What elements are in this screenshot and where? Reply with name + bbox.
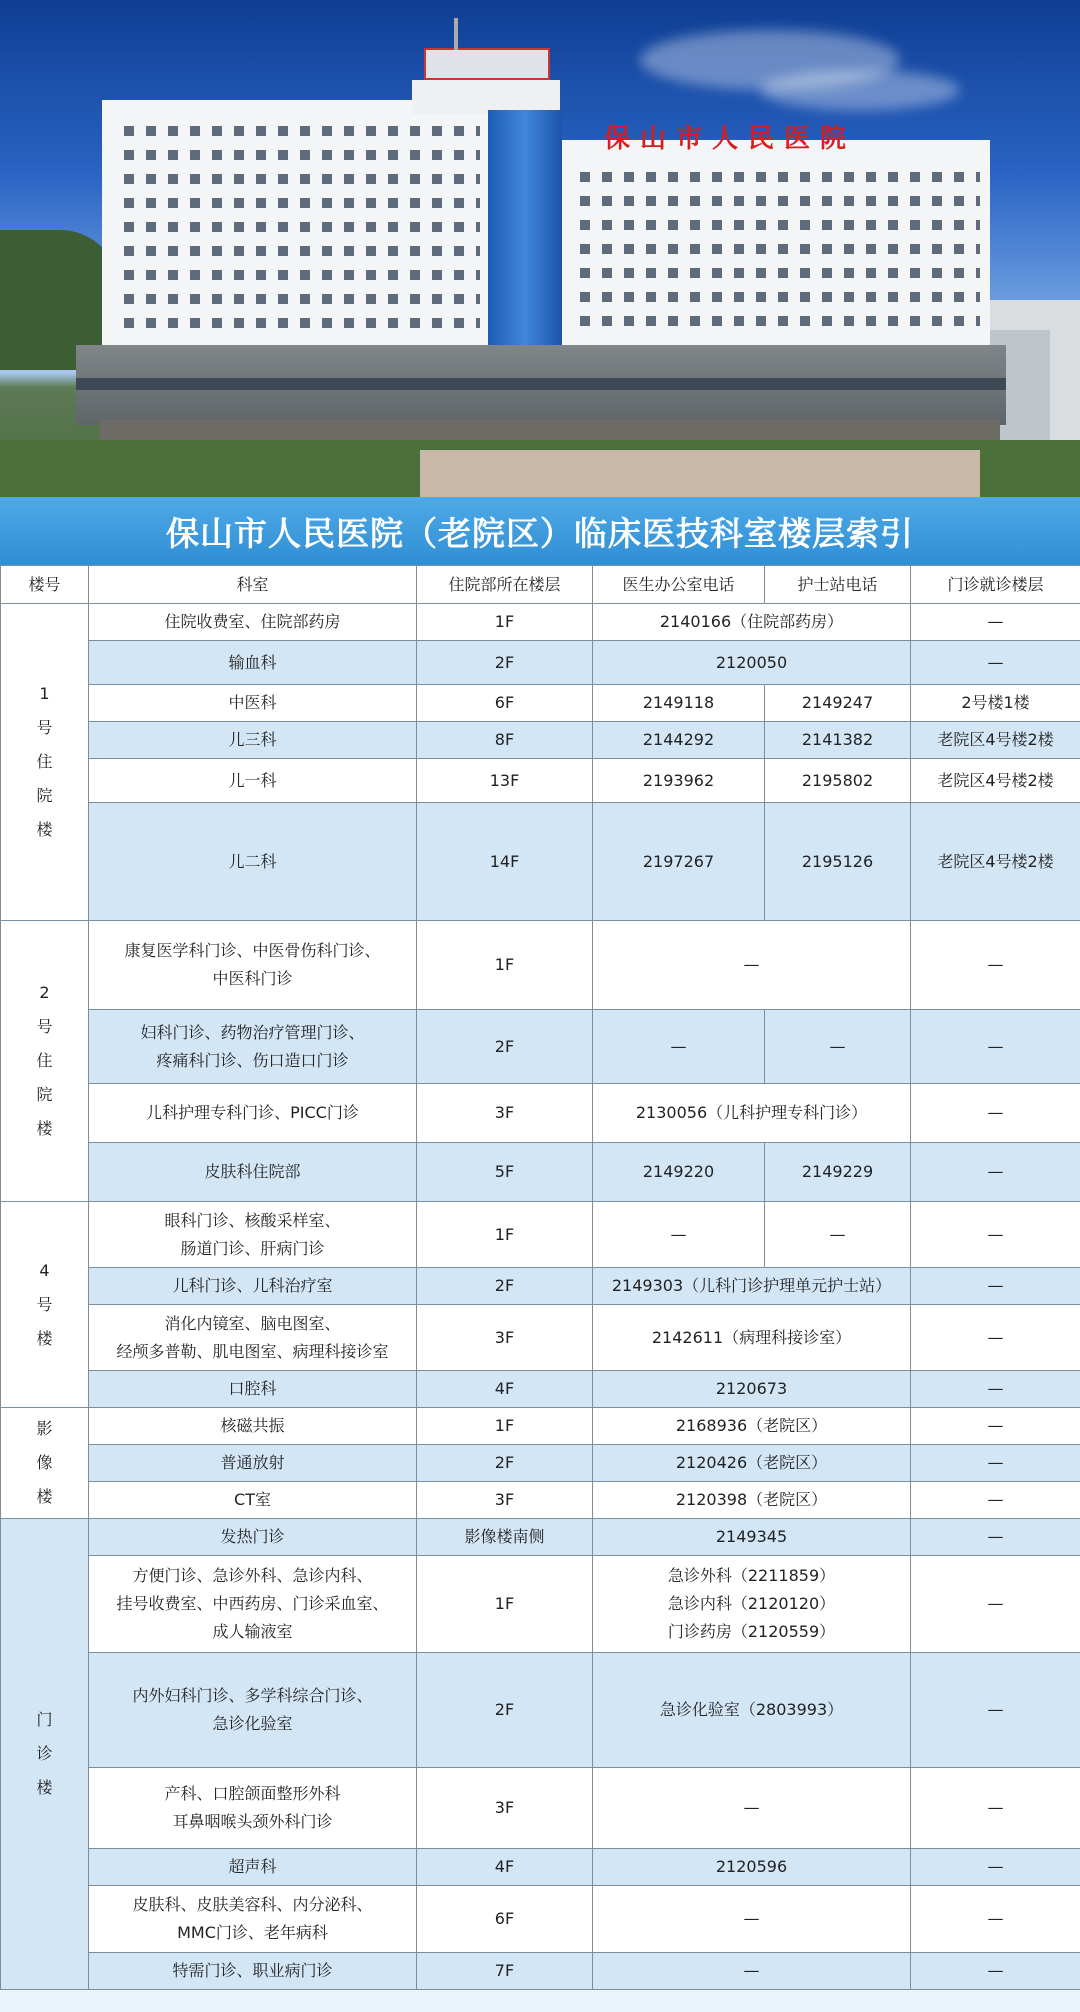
clinic-floor-cell: — (911, 1143, 1080, 1202)
clinic-floor-cell: — (911, 1886, 1080, 1953)
table-row (1, 1653, 1080, 1768)
ward-floor-cell: 3F (417, 1305, 593, 1371)
header-ward-floor: 住院部所在楼层 (417, 566, 593, 604)
table-row (1, 1202, 1080, 1268)
doctor-phone-cell: — (593, 921, 911, 1010)
doctor-phone-cell: — (593, 1768, 911, 1849)
ward-floor-cell: 6F (417, 1886, 593, 1953)
doctor-phone-cell: 2120426（老院区） (593, 1445, 911, 1482)
department-cell: 核磁共振 (89, 1408, 417, 1445)
nurse-phone-cell: — (765, 1010, 911, 1084)
department-cell: 输血科 (89, 641, 417, 685)
department-cell: 产科、口腔颌面整形外科 耳鼻咽喉头颈外科门诊 (89, 1768, 417, 1849)
department-floor-table (0, 565, 1080, 1990)
building-label: 影 像 楼 (1, 1408, 89, 1519)
clinic-floor-cell: — (911, 1305, 1080, 1371)
department-cell: 皮肤科、皮肤美容科、内分泌科、 MMC门诊、老年病科 (89, 1886, 417, 1953)
ward-floor-cell: 2F (417, 1010, 593, 1084)
nurse-phone-cell: 2149247 (765, 685, 911, 722)
ward-floor-cell: 6F (417, 685, 593, 722)
ward-floor-cell: 8F (417, 722, 593, 759)
ward-floor-cell: 2F (417, 1653, 593, 1768)
doctor-phone-cell: 2149345 (593, 1519, 911, 1556)
ward-floor-cell: 1F (417, 1408, 593, 1445)
department-cell: 眼科门诊、核酸采样室、 肠道门诊、肝病门诊 (89, 1202, 417, 1268)
ward-floor-cell: 3F (417, 1768, 593, 1849)
nurse-phone-cell: 2195126 (765, 803, 911, 921)
table-row (1, 1953, 1080, 1990)
clinic-floor-cell: 老院区4号楼2楼 (911, 803, 1080, 921)
table-header-row (1, 566, 1080, 604)
ward-floor-cell: 1F (417, 1202, 593, 1268)
department-cell: 超声科 (89, 1849, 417, 1886)
clinic-floor-cell: — (911, 604, 1080, 641)
clinic-floor-cell: — (911, 1202, 1080, 1268)
table-row (1, 1519, 1080, 1556)
table-row (1, 1886, 1080, 1953)
building-label: 1 号 住 院 楼 (1, 604, 89, 921)
table-row (1, 1768, 1080, 1849)
doctor-phone-cell: 2142611（病理科接诊室） (593, 1305, 911, 1371)
nurse-phone-cell: 2149229 (765, 1143, 911, 1202)
ward-floor-cell: 1F (417, 604, 593, 641)
clinic-floor-cell: 2号楼1楼 (911, 685, 1080, 722)
clinic-floor-cell: — (911, 1556, 1080, 1653)
doctor-phone-cell: 2149118 (593, 685, 765, 722)
department-cell: CT室 (89, 1482, 417, 1519)
table-row (1, 604, 1080, 641)
ward-floor-cell: 13F (417, 759, 593, 803)
clinic-floor-cell: — (911, 1408, 1080, 1445)
department-cell: 儿三科 (89, 722, 417, 759)
clinic-floor-cell: — (911, 1371, 1080, 1408)
header-doctor-phone: 医生办公室电话 (593, 566, 765, 604)
clinic-floor-cell: — (911, 1445, 1080, 1482)
clinic-floor-cell: — (911, 1268, 1080, 1305)
building-label: 门 诊 楼 (1, 1519, 89, 1990)
clinic-floor-cell: — (911, 641, 1080, 685)
doctor-phone-cell: 2120596 (593, 1849, 911, 1886)
department-cell: 特需门诊、职业病门诊 (89, 1953, 417, 1990)
ward-floor-cell: 1F (417, 1556, 593, 1653)
ward-floor-cell: 2F (417, 641, 593, 685)
header-nurse-phone: 护士站电话 (765, 566, 911, 604)
ward-floor-cell: 5F (417, 1143, 593, 1202)
title-bar (0, 497, 1080, 565)
ward-floor-cell: 1F (417, 921, 593, 1010)
clinic-floor-cell: — (911, 1653, 1080, 1768)
hospital-photo (0, 0, 1080, 497)
header-clinic-floor: 门诊就诊楼层 (911, 566, 1080, 604)
ward-floor-cell: 4F (417, 1371, 593, 1408)
table-row (1, 1556, 1080, 1653)
table-row (1, 1010, 1080, 1084)
table-row (1, 641, 1080, 685)
doctor-phone-cell: — (593, 1010, 765, 1084)
doctor-phone-cell: — (593, 1202, 765, 1268)
doctor-phone-cell: 2130056（儿科护理专科门诊） (593, 1084, 911, 1143)
nurse-phone-cell: — (765, 1202, 911, 1268)
page-title: 保山市人民医院（老院区）临床医技科室楼层索引 (166, 513, 914, 553)
ward-floor-cell: 2F (417, 1445, 593, 1482)
department-cell: 儿科门诊、儿科治疗室 (89, 1268, 417, 1305)
hospital-sign: 保山市人民医院 (604, 124, 857, 154)
doctor-phone-cell: 2149303（儿科门诊护理单元护士站） (593, 1268, 911, 1305)
doctor-phone-cell: 2197267 (593, 803, 765, 921)
department-cell: 康复医学科门诊、中医骨伤科门诊、 中医科门诊 (89, 921, 417, 1010)
ward-floor-cell: 影像楼南侧 (417, 1519, 593, 1556)
table-row (1, 759, 1080, 803)
table-row (1, 1408, 1080, 1445)
doctor-phone-cell: 2144292 (593, 722, 765, 759)
table-row (1, 722, 1080, 759)
department-cell: 儿一科 (89, 759, 417, 803)
department-cell: 妇科门诊、药物治疗管理门诊、 疼痛科门诊、伤口造口门诊 (89, 1010, 417, 1084)
doctor-phone-cell: 2120673 (593, 1371, 911, 1408)
clinic-floor-cell: — (911, 1519, 1080, 1556)
department-cell: 消化内镜室、脑电图室、 经颅多普勒、肌电图室、病理科接诊室 (89, 1305, 417, 1371)
table-row (1, 1445, 1080, 1482)
doctor-phone-cell: 2120398（老院区） (593, 1482, 911, 1519)
table-row (1, 1305, 1080, 1371)
department-cell: 儿二科 (89, 803, 417, 921)
clinic-floor-cell: — (911, 921, 1080, 1010)
header-department: 科室 (89, 566, 417, 604)
clinic-floor-cell: 老院区4号楼2楼 (911, 722, 1080, 759)
table-row (1, 1084, 1080, 1143)
doctor-phone-cell: 2149220 (593, 1143, 765, 1202)
ward-floor-cell: 3F (417, 1482, 593, 1519)
building-label: 2 号 住 院 楼 (1, 921, 89, 1202)
table-row (1, 1268, 1080, 1305)
ward-floor-cell: 2F (417, 1268, 593, 1305)
header-building: 楼号 (1, 566, 89, 604)
doctor-phone-cell: 2193962 (593, 759, 765, 803)
doctor-phone-cell: 急诊化验室（2803993） (593, 1653, 911, 1768)
doctor-phone-cell: — (593, 1886, 911, 1953)
department-cell: 内外妇科门诊、多学科综合门诊、 急诊化验室 (89, 1653, 417, 1768)
department-cell: 口腔科 (89, 1371, 417, 1408)
department-cell: 中医科 (89, 685, 417, 722)
doctor-phone-cell: 2140166（住院部药房） (593, 604, 911, 641)
doctor-phone-cell: — (593, 1953, 911, 1990)
department-cell: 方便门诊、急诊外科、急诊内科、 挂号收费室、中西药房、门诊采血室、 成人输液室 (89, 1556, 417, 1653)
clinic-floor-cell: — (911, 1010, 1080, 1084)
table-row (1, 1849, 1080, 1886)
department-cell: 皮肤科住院部 (89, 1143, 417, 1202)
table-row (1, 1482, 1080, 1519)
ward-floor-cell: 4F (417, 1849, 593, 1886)
clinic-floor-cell: — (911, 1953, 1080, 1990)
doctor-phone-cell: 2120050 (593, 641, 911, 685)
doctor-phone-cell: 急诊外科（2211859） 急诊内科（2120120） 门诊药房（2120559） (593, 1556, 911, 1653)
nurse-phone-cell: 2195802 (765, 759, 911, 803)
clinic-floor-cell: — (911, 1768, 1080, 1849)
department-cell: 住院收费室、住院部药房 (89, 604, 417, 641)
ward-floor-cell: 3F (417, 1084, 593, 1143)
clinic-floor-cell: — (911, 1482, 1080, 1519)
table-row (1, 921, 1080, 1010)
department-cell: 发热门诊 (89, 1519, 417, 1556)
building-label: 4 号 楼 (1, 1202, 89, 1408)
department-cell: 儿科护理专科门诊、PICC门诊 (89, 1084, 417, 1143)
table-row (1, 1143, 1080, 1202)
ward-floor-cell: 7F (417, 1953, 593, 1990)
ward-floor-cell: 14F (417, 803, 593, 921)
clinic-floor-cell: — (911, 1849, 1080, 1886)
clinic-floor-cell: 老院区4号楼2楼 (911, 759, 1080, 803)
clinic-floor-cell: — (911, 1084, 1080, 1143)
table-row (1, 1371, 1080, 1408)
table-row (1, 803, 1080, 921)
table-row (1, 685, 1080, 722)
doctor-phone-cell: 2168936（老院区） (593, 1408, 911, 1445)
nurse-phone-cell: 2141382 (765, 722, 911, 759)
department-cell: 普通放射 (89, 1445, 417, 1482)
